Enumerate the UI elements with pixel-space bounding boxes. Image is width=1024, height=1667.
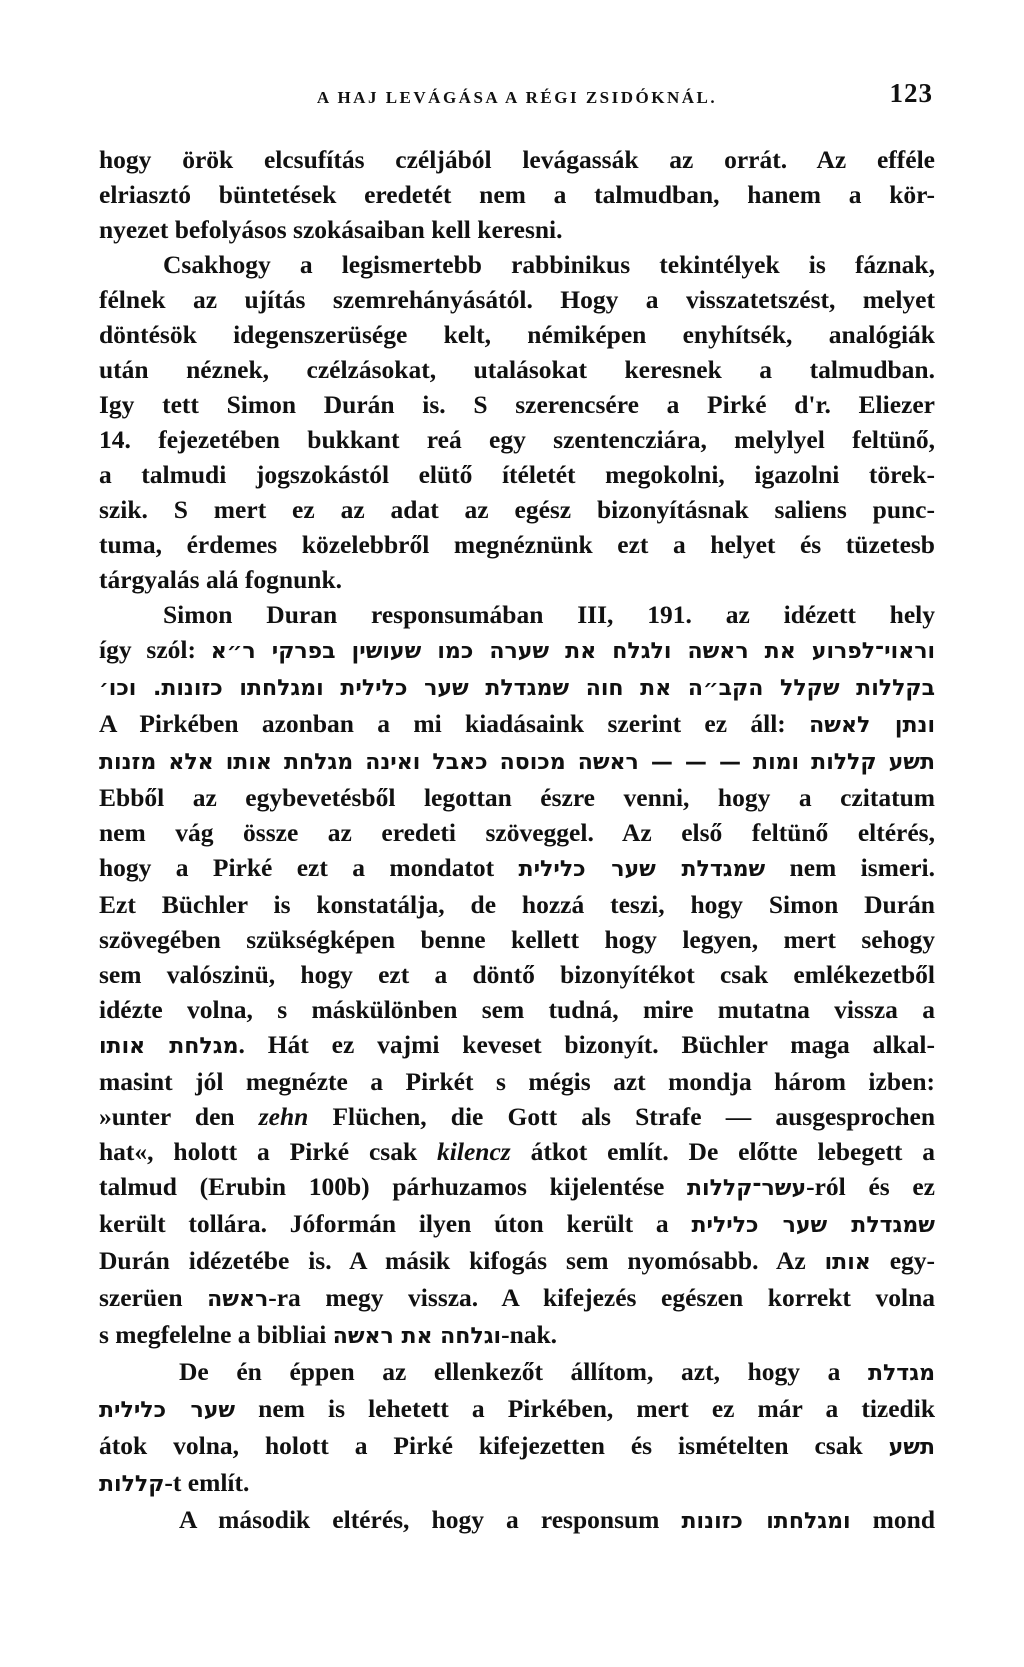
text-fragment: A Pirkében azonban a mi kiadásaink szerint ez áll:: [99, 709, 786, 738]
hebrew-quote: שמגדלת שער כלילית: [518, 857, 766, 882]
body-text: [99, 142, 935, 1539]
hebrew-quote: ראשה: [207, 1287, 269, 1312]
text-line: Csakhogy a legismertebb rabbinikus tekintélyek is fáznak,: [163, 250, 935, 279]
text-fragment: De én éppen az ellenkezőt állítom, azt, hogy a: [179, 1357, 841, 1386]
hebrew-quote: תשע קללות ומות — — — ראשה מכוסה כאבל ואינה מגלחת אותו אלא מזנות: [99, 750, 935, 775]
text-line: elriasztó büntetések eredetét nem a talmudban, hanem a kör-: [99, 180, 935, 209]
text-line: [99, 1134, 935, 1169]
hebrew-quote: שמגדלת שער כלילית: [691, 1213, 935, 1238]
text-line: [99, 1099, 935, 1134]
hebrew-quote: קללות: [99, 1472, 165, 1497]
text-fragment: átkot említ. De előtte lebegett a: [530, 1137, 936, 1166]
text-line: Ebből az egybevetésből legottan észre venni, hogy a czitatum: [99, 783, 935, 812]
hebrew-quote: ומגלחתו כזונות: [681, 1509, 851, 1534]
text-fragment: szerüen: [99, 1283, 183, 1312]
text-fragment: hogy a Pirké ezt a mondatot: [99, 853, 495, 882]
text-line: tárgyalás alá fognunk.: [99, 565, 342, 594]
hebrew-quote: שער כלילית: [99, 1398, 236, 1423]
hebrew-quote: תשע: [888, 1435, 935, 1460]
text-fragment: Durán idézetébe is. A másik kifogás sem nyomósabb. Az: [99, 1246, 806, 1275]
hebrew-quote: בקללות שקלל הקב״ה את חוה שמגדלת שער כלילית ומגלחתו כזונות. וכו׳: [99, 676, 935, 701]
hebrew-quote: וגלחה את ראשה: [332, 1324, 502, 1349]
text-fragment: mond: [872, 1505, 936, 1534]
running-title: A HAJ LEVÁGÁSA A RÉGI ZSIDÓKNÁL.: [316, 88, 718, 107]
text-line: [99, 1465, 935, 1502]
page-number: 123: [889, 78, 933, 108]
text-line: tuma, érdemes közelebbről megnéznünk ezt a helyet és tüzetesb: [99, 530, 935, 559]
hebrew-quote: אותו: [824, 1250, 871, 1275]
text-line: [99, 1243, 935, 1280]
text-line: döntésök idegenszerüsége kelt, némiképen enyhítsék, analógiák: [99, 320, 935, 349]
hebrew-quote: מגדלת: [867, 1361, 935, 1386]
text-fragment: -ra megy vissza. A kifejezés egészen korrekt volna: [268, 1283, 935, 1312]
text-fragment: s megfelelne a bibliai: [99, 1320, 327, 1349]
text-line: [99, 743, 935, 780]
hebrew-quote: ונתן לאשה: [809, 713, 935, 738]
text-fragment: nem is lehetett a Pirkében, mert ez már a tizedik: [258, 1394, 936, 1423]
text-line: nem vág össze az eredeti szöveggel. Az első feltünő eltérés,: [99, 818, 935, 847]
text-fragment: így szól:: [99, 635, 196, 664]
book-page: [99, 78, 935, 1539]
italic-word: kilencz: [437, 1137, 511, 1166]
text-line: masint jól megnézte a Pirkét s mégis azt mondja három izben:: [99, 1067, 935, 1096]
text-fragment: -t említ.: [164, 1468, 250, 1497]
text-line: sem valószinü, hogy ezt a döntő bizonyítékot csak emlékezetből: [99, 960, 935, 989]
text-fragment: nem ismeri.: [789, 853, 935, 882]
text-fragment: . Hát ez vajmi keveset bizonyít. Büchler maga alkal-: [238, 1030, 935, 1059]
text-line: [99, 850, 935, 887]
text-line: Simon Duran responsumában III, 191. az idézett hely: [163, 600, 935, 629]
text-fragment: átok volna, holott a Pirké kifejezetten és ismételten csak: [99, 1431, 863, 1460]
text-line: nyezet befolyásos szokásaiban kell keresni.: [99, 215, 563, 244]
text-line: [99, 1502, 935, 1539]
text-fragment: Flüchen, die Gott als Strafe — ausgesprochen: [332, 1102, 935, 1131]
text-line: [99, 1354, 935, 1391]
text-line: [99, 1169, 935, 1206]
text-fragment: egy-: [889, 1246, 936, 1275]
text-line: [99, 632, 935, 669]
hebrew-quote: וראוי־לפרוע את ראשה ולגלח את שערה כמו שעושין בפרקי ר״א: [210, 639, 936, 664]
text-line: szik. S mert ez az adat az egész bizonyításnak saliens punc-: [99, 495, 935, 524]
text-line: hogy örök elcsufítás czéljából levágassák az orrát. Az efféle: [99, 145, 935, 174]
hebrew-quote: עשר־קללות: [687, 1176, 807, 1201]
text-line: [99, 1206, 935, 1243]
text-line: Ezt Büchler is konstatálja, de hozzá teszi, hogy Simon Durán: [99, 890, 935, 919]
text-line: 14. fejezetében bukkant reá egy szentencziára, melylyel feltünő,: [99, 425, 935, 454]
text-line: [99, 1317, 935, 1354]
text-fragment: került tollára. Jóformán ilyen úton került a: [99, 1209, 669, 1238]
text-line: [99, 1027, 935, 1064]
text-line: Igy tett Simon Durán is. S szerencsére a Pirké d'r. Eliezer: [99, 390, 935, 419]
text-line: [99, 1391, 935, 1428]
text-line: [99, 706, 935, 743]
running-head: [99, 78, 935, 118]
text-fragment: »unter den: [99, 1102, 235, 1131]
text-line: [99, 1280, 935, 1317]
text-fragment: hat«, holott a Pirké csak: [99, 1137, 418, 1166]
text-line: [99, 1428, 935, 1465]
text-line: [99, 669, 935, 706]
text-line: után néznek, czélzásokat, utalásokat keresnek a talmudban.: [99, 355, 935, 384]
text-fragment: -nak.: [501, 1320, 558, 1349]
text-line: szövegében szükségképen benne kellett hogy legyen, mert sehogy: [99, 925, 935, 954]
text-line: félnek az ujítás szemrehányásától. Hogy a visszatetszést, melyet: [99, 285, 935, 314]
text-line: a talmudi jogszokástól elütő ítéletét megokolni, igazolni törek-: [99, 460, 935, 489]
hebrew-quote: מגלחת אותו: [99, 1034, 239, 1059]
text-fragment: A második eltérés, hogy a responsum: [179, 1505, 660, 1534]
text-fragment: talmud (Erubin 100b) párhuzamos kijelentése: [99, 1172, 665, 1201]
italic-word: zehn: [258, 1102, 309, 1131]
text-line: idézte volna, s máskülönben sem tudná, mire mutatna vissza a: [99, 995, 935, 1024]
text-fragment: -ról és ez: [806, 1172, 936, 1201]
